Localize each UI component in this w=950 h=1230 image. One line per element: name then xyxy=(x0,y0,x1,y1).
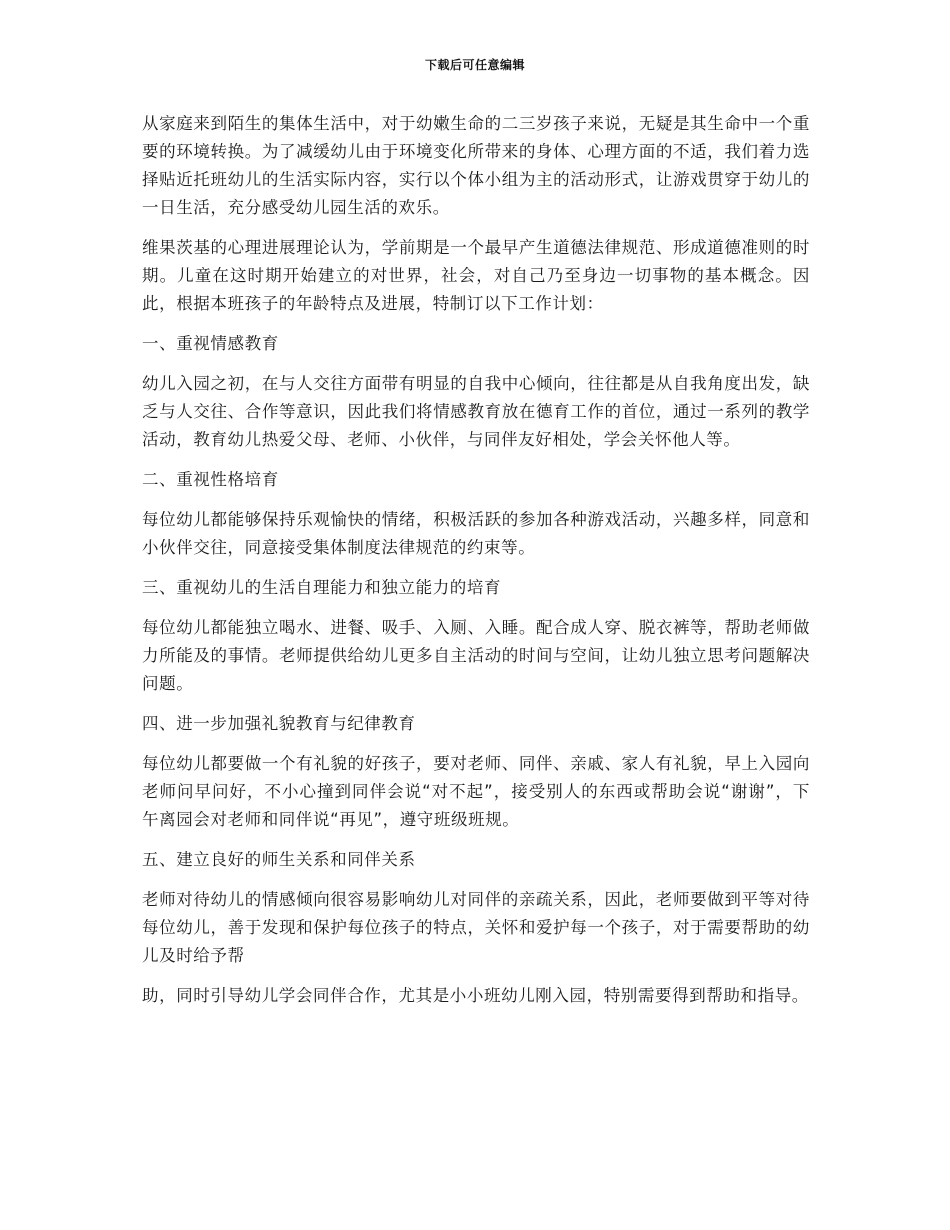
page-header: 下载后可任意编辑 xyxy=(424,58,525,72)
paragraph-section-1: 幼儿入园之初，在与人交往方面带有明显的自我中心倾向，往往都是从自我角度出发，缺乏与人交往、合作等意识，因此我们将情感教育放在德育工作的首位，通过一系列的教学活动，教育幼儿热爱父母、老师、小伙伴，与同伴友好相处，学会关怀他人等。 xyxy=(142,374,810,449)
section-heading-3: 三、重视幼儿的生活自理能力和独立能力的培育 xyxy=(142,578,502,597)
paragraph-section-4: 每位幼儿都要做一个有礼貌的好孩子，要对老师、同伴、亲戚、家人有礼貌，早上入园向老师问早问好，不小心撞到同伴会说“对不起”，接受别人的东西或帮助会说“谢谢”，下午离园会对老师和同伴说“再见”，遵守班级班规。 xyxy=(142,754,810,829)
paragraph-section-5-continued: 助，同时引导幼儿学会同伴合作，尤其是小小班幼儿刚入园，特别需要得到帮助和指导。 xyxy=(142,986,809,1005)
paragraph-section-2: 每位幼儿都能够保持乐观愉快的情绪，积极活跃的参加各种游戏活动，兴趣多样，同意和小伙伴交往，同意接受集体制度法律规范的约束等。 xyxy=(142,510,810,557)
section-heading-4: 四、进一步加强礼貌教育与纪律教育 xyxy=(142,714,416,733)
paragraph-theory: 维果茨基的心理进展理论认为，学前期是一个最早产生道德法律规范、形成道德准则的时期。儿童在这时期开始建立的对世界，社会，对自己乃至身边一切事物的基本概念。因此，根据本班孩子的年龄特点及进展，特制订以下工作计划： xyxy=(142,238,810,313)
section-heading-5: 五、建立良好的师生关系和同伴关系 xyxy=(142,850,416,869)
paragraph-intro: 从家庭来到陌生的集体生活中，对于幼嫩生命的二三岁孩子来说，无疑是其生命中一个重要的环境转换。为了减缓幼儿由于环境变化所带来的身体、心理方面的不适，我们着力选择贴近托班幼儿的生活实际内容，实行以个体小组为主的活动形式，让游戏贯穿于幼儿的一日生活，充分感受幼儿园生活的欢乐。 xyxy=(142,114,810,217)
paragraph-section-5: 老师对待幼儿的情感倾向很容易影响幼儿对同伴的亲疏关系，因此，老师要做到平等对待每位幼儿，善于发现和保护每位孩子的特点，关怀和爱护每一个孩子，对于需要帮助的幼儿及时给予帮 xyxy=(142,890,810,965)
section-heading-1: 一、重视情感教育 xyxy=(142,334,279,353)
document-body xyxy=(142,110,810,1022)
paragraph-section-3: 每位幼儿都能独立喝水、进餐、吸手、入厕、入睡。配合成人穿、脱衣裤等，帮助老师做力所能及的事情。老师提供给幼儿更多自主活动的时间与空间，让幼儿独立思考问题解决问题。 xyxy=(142,618,810,693)
section-heading-2: 二、重视性格培育 xyxy=(142,470,279,489)
